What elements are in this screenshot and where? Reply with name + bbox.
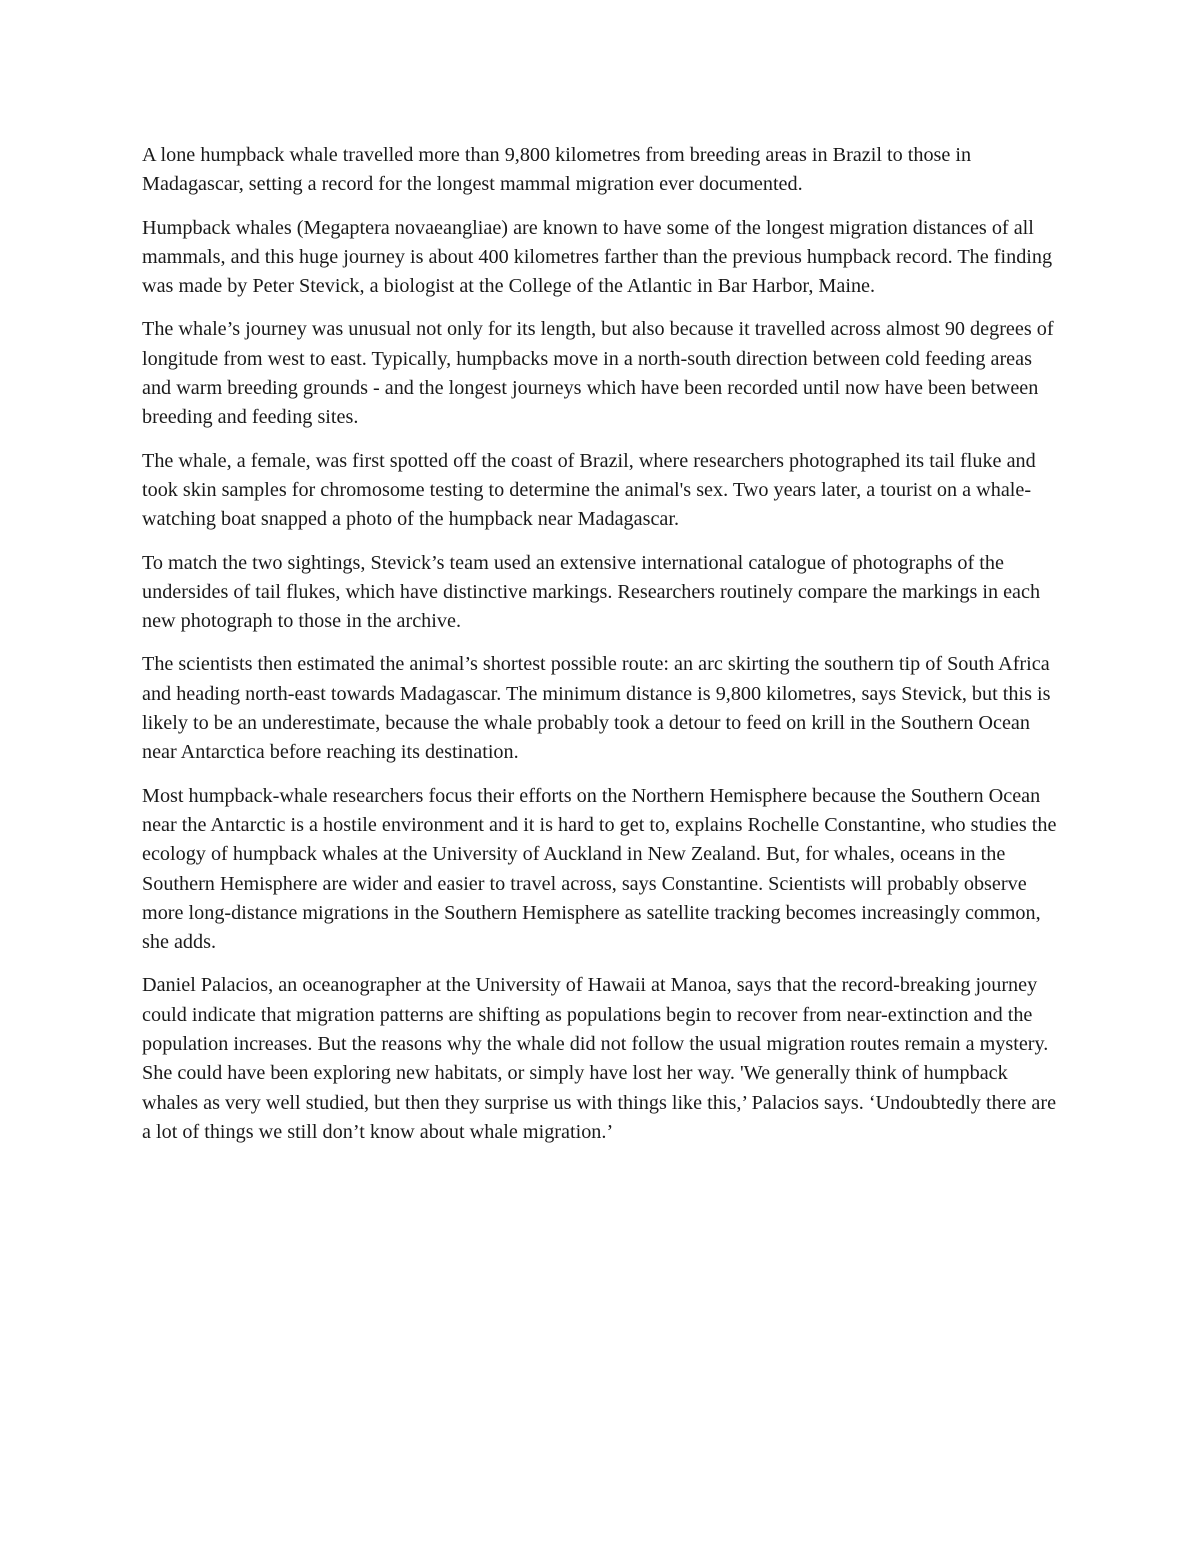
paragraph-3: The whale’s journey was unusual not only for its length, but also because it travelled across almost 90 degrees of longitude from west to east. Typically, humpbacks move in a north-south direction between cold feeding areas and warm breeding grounds - and the longest journeys which have been recorded until now have been between breeding and feeding sites. — [142, 318, 1054, 429]
paragraph-1: A lone humpback whale travelled more than 9,800 kilometres from breeding areas in Brazil to those in Madagascar, setting a record for the longest mammal migration ever documented. — [142, 144, 972, 196]
paragraph-2: Humpback whales (Megaptera novaeangliae) are known to have some of the longest migration distances of all mammals, and this huge journey is about 400 kilometres farther than the previous humpback record. The finding was made by Peter Stevick, a biologist at the College of the Atlantic in Bar Harbor, Maine. — [142, 216, 1053, 298]
paragraph-8: Daniel Palacios, an oceanographer at the University of Hawaii at Manoa, says that the record-breaking journey could indicate that migration patterns are shifting as populations begin to recover from near-extinction and the population increases. But the reasons why the whale did not follow the usual migration routes remain a mystery. She could have been exploring new habitats, or simply have lost her way. 'We generally think of humpback whales as very well studied, but then they surprise us with things like this,’ Palacios says. ‘Undoubtedly there are a lot of things we still don’t know about whale migration.’ — [142, 974, 1057, 1143]
paragraph-4: The whale, a female, was first spotted off the coast of Brazil, where researchers photographed its tail fluke and took skin samples for chromosome testing to determine the animal's sex. Two years later, a tourist on a whale-watching boat snapped a photo of the humpback near Madagascar. — [142, 449, 1036, 531]
paragraph-5: To match the two sightings, Stevick’s team used an extensive international catalogue of photographs of the undersides of tail flukes, which have distinctive markings. Researchers routinely compare the markings in each new photograph to those in the archive. — [142, 551, 1041, 633]
paragraph-7: Most humpback-whale researchers focus their efforts on the Northern Hemisphere because the Southern Ocean near the Antarctic is a hostile environment and it is hard to get to, explains Rochelle Constantine, who studies the ecology of humpback whales at the University of Auckland in New Zealand. But, for whales, oceans in the Southern Hemisphere are wider and easier to travel across, says Constantine. Scientists will probably observe more long-distance migrations in the Southern Hemisphere as satellite tracking becomes increasingly common, she adds. — [142, 784, 1057, 954]
paragraph-6: The scientists then estimated the animal’s shortest possible route: an arc skirting the southern tip of South Africa and heading north-east towards Madagascar. The minimum distance is 9,800 kilometres, says Stevick, but this is likely to be an underestimate, because the whale probably took a detour to feed on krill in the Southern Ocean near Antarctica before reaching its destination. — [142, 653, 1051, 764]
article-body — [142, 141, 1064, 1161]
